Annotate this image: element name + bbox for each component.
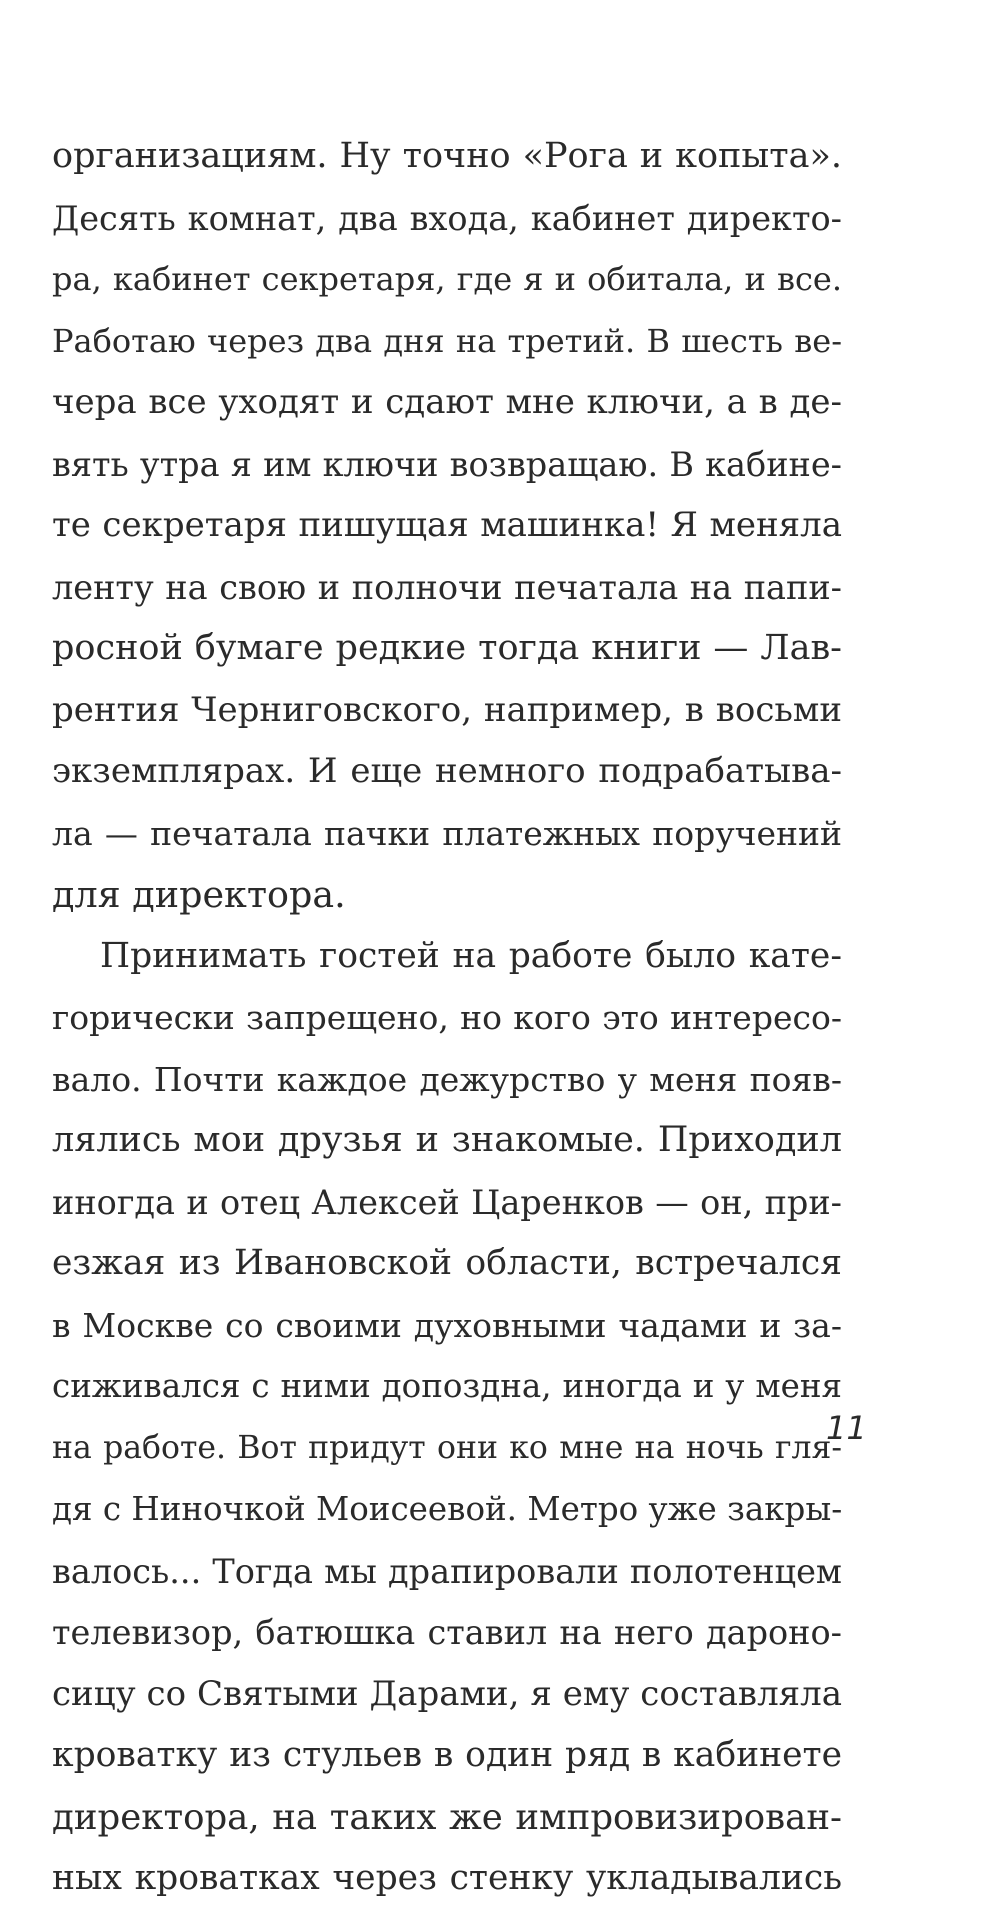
text-line: чера все уходят и сдают мне ключи, а в де- [52,382,842,422]
text-line: вало. Почти каждое дежурство у меня появ- [52,1059,842,1099]
text-line: организациям. Ну точно «Рога и копыта». [52,136,842,176]
text-line: езжая из Ивановской области, встречался [52,1243,842,1283]
text-line: горически запрещено, но кого это интересо- [52,998,842,1037]
text-line: ленту на свою и полночи печатала на папи- [52,567,842,607]
text-line: на работе. Вот придут они ко мне на ночь гля- [52,1429,842,1466]
text-line: лялись мои друзья и знакомые. Приходил [52,1120,842,1160]
text-line: валось... Тогда мы драпировали полотенцем [52,1551,842,1591]
text-line: росной бумаге редкие тогда книги — Лав- [52,628,842,668]
paragraph-2 [52,926,842,1910]
text-line: экземплярах. И еще немного подрабатыва- [52,751,842,791]
body-text [52,126,842,1910]
text-line: ных кроватках через стенку укладывались [52,1858,842,1898]
text-line: рентия Черниговского, например, в восьми [52,689,842,730]
text-line: сиживался с ними допоздна, иногда и у меня [52,1367,842,1405]
text-line: Работаю через два дня на третий. В шесть ве- [52,321,842,360]
text-line: сицу со Святыми Дарами, я ему составляла [52,1673,842,1714]
text-line: ла — печатала пачки платежных поручений [52,813,842,853]
text-line: те секретаря пишущая машинка! Я меняла [52,505,842,545]
text-line: ра, кабинет секретаря, где я и обитала, и все. [52,260,842,298]
text-line: директора, на таких же импровизирован- [52,1796,842,1838]
text-line: для директора. [52,873,346,916]
text-line: кроватку из стульев в один ряд в кабинете [52,1735,842,1775]
text-line: Десять комнат, два входа, кабинет директо- [52,198,842,238]
text-line: дя с Ниночкой Моисеевой. Метро уже закры- [52,1490,843,1528]
paragraph-1 [52,126,842,926]
page-number: 11 [826,1409,867,1447]
text-line: вять утра я им ключи возвращаю. В кабине- [52,444,842,484]
text-line: Принимать гостей на работе было кате- [100,935,842,976]
text-line: в Москве со своими духовными чадами и за- [52,1305,842,1345]
text-line: телевизор, батюшка ставил на него дароно- [52,1613,842,1652]
text-line: иногда и отец Алексей Царенков — он, при- [52,1182,842,1222]
